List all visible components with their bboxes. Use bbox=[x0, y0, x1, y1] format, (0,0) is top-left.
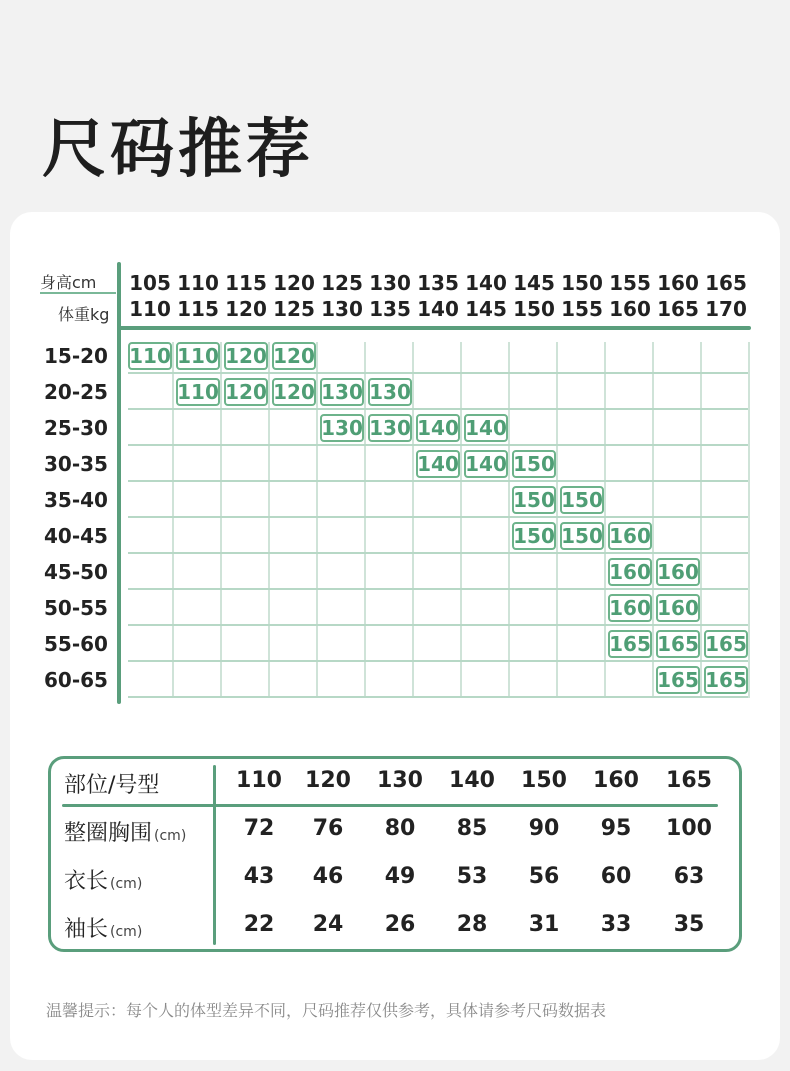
weight-row-header: 60-65 bbox=[44, 668, 108, 692]
measurement-value: 56 bbox=[528, 864, 560, 889]
grid-column-line bbox=[172, 342, 174, 698]
grid-column-line bbox=[748, 342, 750, 698]
height-range-end: 155 bbox=[561, 297, 603, 321]
grid-column-line bbox=[460, 342, 462, 698]
grid-column-line bbox=[316, 342, 318, 698]
height-range-end: 115 bbox=[177, 297, 219, 321]
height-range-start: 140 bbox=[465, 271, 507, 295]
size-tip-note: 温馨提示：每个人的体型差异不同，尺码推荐仅供参考，具体请参考尺码数据表 bbox=[46, 1001, 607, 1020]
grid-row-line bbox=[128, 624, 748, 626]
grid-column-line bbox=[604, 342, 606, 698]
corner-divider bbox=[40, 292, 116, 294]
size-recommendation-chip: 130 bbox=[321, 380, 363, 404]
size-recommendation-chip: 150 bbox=[561, 488, 603, 512]
page-title: 尺码推荐 bbox=[42, 113, 314, 187]
height-range-end: 150 bbox=[513, 297, 555, 321]
height-range-start: 135 bbox=[417, 271, 459, 295]
weight-row-header: 50-55 bbox=[44, 596, 108, 620]
measurement-name: 整圈胸围 bbox=[64, 821, 153, 846]
height-range-start: 165 bbox=[705, 271, 747, 295]
height-axis-label: 身高cm bbox=[40, 273, 97, 292]
measurement-value: 53 bbox=[456, 864, 488, 889]
height-column-header bbox=[654, 270, 702, 322]
size-recommendation-chip: 150 bbox=[513, 524, 555, 548]
weight-row-header: 35-40 bbox=[44, 488, 108, 512]
size-recommendation-chip: 165 bbox=[705, 668, 747, 692]
grid-column-line bbox=[412, 342, 414, 698]
height-range-start: 130 bbox=[369, 271, 411, 295]
size-recommendation-chip: 140 bbox=[465, 416, 507, 440]
measurement-table-divider-vertical bbox=[213, 765, 216, 945]
height-range-end: 130 bbox=[321, 297, 363, 321]
measurement-value: 76 bbox=[312, 816, 344, 841]
measurement-value: 80 bbox=[384, 816, 416, 841]
measurement-value: 63 bbox=[673, 864, 705, 889]
measurement-value: 43 bbox=[243, 864, 275, 889]
size-recommendation-chip: 110 bbox=[129, 344, 171, 368]
height-range-end: 165 bbox=[657, 297, 699, 321]
weight-row-header: 25-30 bbox=[44, 416, 108, 440]
height-column-header bbox=[318, 270, 366, 322]
weight-row-header: 30-35 bbox=[44, 452, 108, 476]
measurement-value: 95 bbox=[600, 816, 632, 841]
grid-row-line bbox=[128, 516, 748, 518]
size-recommendation-chip: 130 bbox=[369, 380, 411, 404]
measurement-value: 49 bbox=[384, 864, 416, 889]
grid-row-line bbox=[128, 444, 748, 446]
size-recommendation-chip: 165 bbox=[609, 632, 651, 656]
weight-row-header: 45-50 bbox=[44, 560, 108, 584]
measurement-value: 72 bbox=[243, 816, 275, 841]
grid-column-line bbox=[508, 342, 510, 698]
height-column-header bbox=[174, 270, 222, 322]
height-range-end: 140 bbox=[417, 297, 459, 321]
measurement-row-label bbox=[64, 912, 142, 943]
grid-row-line bbox=[128, 372, 748, 374]
size-recommendation-chip: 130 bbox=[369, 416, 411, 440]
size-column-header: 160 bbox=[593, 768, 639, 793]
height-range-start: 155 bbox=[609, 271, 651, 295]
height-range-end: 125 bbox=[273, 297, 315, 321]
measurement-value: 26 bbox=[384, 912, 416, 937]
size-recommendation-chip: 110 bbox=[177, 380, 219, 404]
measurement-value: 35 bbox=[673, 912, 705, 937]
grid-horizontal-axis bbox=[117, 326, 751, 330]
height-range-end: 145 bbox=[465, 297, 507, 321]
height-column-header bbox=[222, 270, 270, 322]
measurement-value: 90 bbox=[528, 816, 560, 841]
height-range-start: 115 bbox=[225, 271, 267, 295]
weight-row-header: 20-25 bbox=[44, 380, 108, 404]
height-range-start: 145 bbox=[513, 271, 555, 295]
size-column-header: 150 bbox=[521, 768, 567, 793]
size-column-header: 165 bbox=[666, 768, 712, 793]
size-recommendation-chip: 110 bbox=[177, 344, 219, 368]
height-column-header bbox=[126, 270, 174, 322]
size-recommendation-chip: 120 bbox=[225, 380, 267, 404]
size-recommendation-chip: 140 bbox=[417, 452, 459, 476]
size-recommendation-chip: 140 bbox=[465, 452, 507, 476]
size-recommendation-chip: 165 bbox=[657, 632, 699, 656]
size-column-header: 140 bbox=[449, 768, 495, 793]
measurement-unit: (cm) bbox=[110, 924, 143, 940]
size-recommendation-chip: 160 bbox=[657, 596, 699, 620]
measurement-value: 28 bbox=[456, 912, 488, 937]
height-range-end: 160 bbox=[609, 297, 651, 321]
measurement-row-label bbox=[64, 816, 186, 847]
height-column-header bbox=[462, 270, 510, 322]
measurement-value: 85 bbox=[456, 816, 488, 841]
size-column-header: 110 bbox=[236, 768, 282, 793]
grid-row-line bbox=[128, 696, 748, 698]
measurement-table-divider-horizontal bbox=[62, 804, 718, 807]
size-recommendation-chip: 120 bbox=[273, 344, 315, 368]
height-range-end: 135 bbox=[369, 297, 411, 321]
weight-row-header: 55-60 bbox=[44, 632, 108, 656]
height-range-start: 110 bbox=[177, 271, 219, 295]
grid-row-line bbox=[128, 588, 748, 590]
size-recommendation-chip: 160 bbox=[609, 560, 651, 584]
grid-column-line bbox=[268, 342, 270, 698]
height-column-header bbox=[270, 270, 318, 322]
measurement-value: 46 bbox=[312, 864, 344, 889]
height-column-header bbox=[510, 270, 558, 322]
weight-row-header: 15-20 bbox=[44, 344, 108, 368]
weight-row-header: 40-45 bbox=[44, 524, 108, 548]
grid-row-line bbox=[128, 552, 748, 554]
size-recommendation-chip: 160 bbox=[609, 524, 651, 548]
size-recommendation-chip: 165 bbox=[705, 632, 747, 656]
size-recommendation-chip: 120 bbox=[225, 344, 267, 368]
size-recommendation-chip: 140 bbox=[417, 416, 459, 440]
grid-row-line bbox=[128, 480, 748, 482]
measurement-unit: (cm) bbox=[154, 828, 187, 844]
size-recommendation-chip: 130 bbox=[321, 416, 363, 440]
grid-column-line bbox=[652, 342, 654, 698]
size-column-header: 120 bbox=[305, 768, 351, 793]
measurement-value: 100 bbox=[666, 816, 712, 841]
grid-row-line bbox=[128, 660, 748, 662]
height-range-start: 160 bbox=[657, 271, 699, 295]
size-recommendation-chip: 160 bbox=[609, 596, 651, 620]
height-range-end: 120 bbox=[225, 297, 267, 321]
measurement-value: 60 bbox=[600, 864, 632, 889]
height-column-header bbox=[366, 270, 414, 322]
measurement-row-label bbox=[64, 864, 142, 895]
grid-column-line bbox=[220, 342, 222, 698]
measurement-value: 24 bbox=[312, 912, 344, 937]
height-column-header bbox=[606, 270, 654, 322]
height-range-start: 125 bbox=[321, 271, 363, 295]
height-range-start: 150 bbox=[561, 271, 603, 295]
size-recommendation-chip: 120 bbox=[273, 380, 315, 404]
weight-axis-label: 体重kg bbox=[58, 305, 110, 324]
grid-column-line bbox=[700, 342, 702, 698]
height-column-header bbox=[414, 270, 462, 322]
height-column-header bbox=[702, 270, 750, 322]
size-column-header: 130 bbox=[377, 768, 423, 793]
measurement-value: 31 bbox=[528, 912, 560, 937]
height-range-start: 105 bbox=[129, 271, 171, 295]
grid-row-line bbox=[128, 408, 748, 410]
height-range-start: 120 bbox=[273, 271, 315, 295]
measurement-unit: (cm) bbox=[110, 876, 143, 892]
measurement-value: 33 bbox=[600, 912, 632, 937]
measurement-name: 袖长 bbox=[64, 917, 109, 942]
size-recommendation-chip: 150 bbox=[561, 524, 603, 548]
measurement-name: 衣长 bbox=[64, 869, 109, 894]
size-recommendation-chip: 165 bbox=[657, 668, 699, 692]
grid-column-line bbox=[556, 342, 558, 698]
size-recommendation-chip: 150 bbox=[513, 452, 555, 476]
measurement-value: 22 bbox=[243, 912, 275, 937]
height-range-end: 170 bbox=[705, 297, 747, 321]
measurement-header-label: 部位/号型 bbox=[64, 773, 160, 798]
size-recommendation-chip: 150 bbox=[513, 488, 555, 512]
height-range-end: 110 bbox=[129, 297, 171, 321]
size-recommendation-chip: 160 bbox=[657, 560, 699, 584]
grid-column-line bbox=[364, 342, 366, 698]
height-column-header bbox=[558, 270, 606, 322]
